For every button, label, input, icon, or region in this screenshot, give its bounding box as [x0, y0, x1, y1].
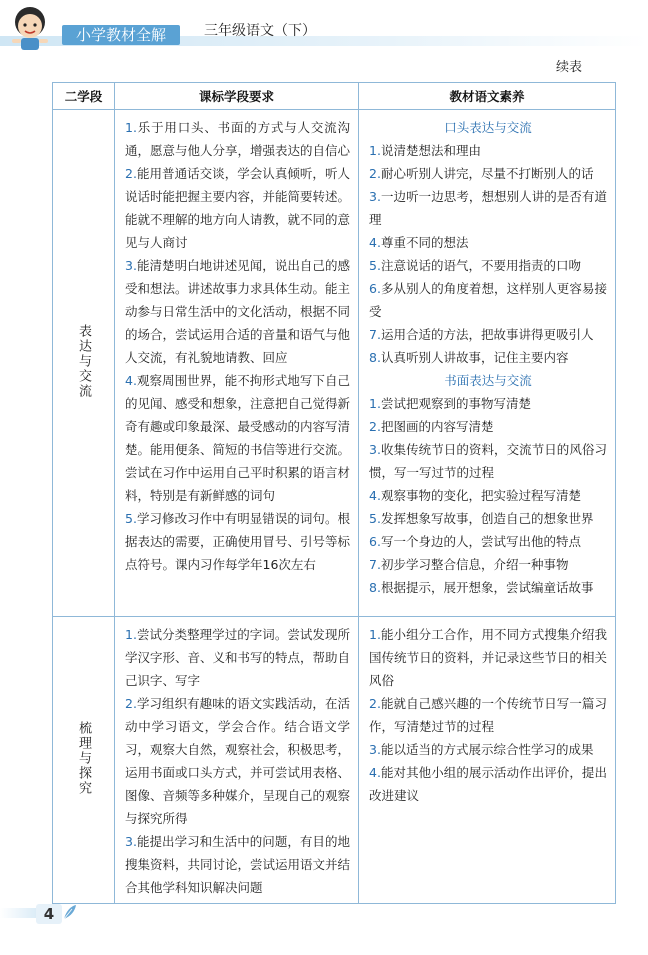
list-item: 7.初步学习整合信息，介绍一种事物 — [369, 557, 569, 572]
section-subtitle: 书面表达与交流 — [444, 373, 532, 388]
list-item: 3.能以适当的方式展示综合性学习的成果 — [369, 742, 594, 757]
stage-cell — [53, 617, 115, 904]
list-item: 6.写一个身边的人，尝试写出他的特点 — [369, 534, 581, 549]
list-item: 6.多从别人的角度着想，这样别人更容易接受 — [369, 281, 607, 319]
list-item: 2.耐心听别人讲完，尽量不打断别人的话 — [369, 166, 594, 181]
header-literacy: 教材语文素养 — [359, 83, 616, 110]
list-item: 2.能用普通话交谈，学会认真倾听，听人说话时能把握主要内容，并能简要转述。能就不理解的地方向人请教，就不同的意见与人商讨 — [125, 166, 351, 250]
list-item: 3.一边听一边思考，想想别人讲的是否有道理 — [369, 189, 607, 227]
continued-label: 续表 — [556, 60, 583, 75]
table-row — [53, 110, 616, 617]
list-item: 2.能就自己感兴趣的一个传统节日写一篇习作，写清楚过节的过程 — [369, 696, 607, 734]
header-requirements: 课标学段要求 — [115, 83, 359, 110]
requirements-cell — [115, 617, 359, 904]
list-item: 5.发挥想象写故事，创造自己的想象世界 — [369, 511, 594, 526]
list-item: 4.观察周围世界，能不拘形式地写下自己的见闻、感受和想象，注意把自己觉得新奇有趣或印象最深、最受感动的内容写清楚。能用便条、简短的书信等进行交流。尝试在习作中运用自己平时积累的语言材料，特别是有新鲜感的词句 — [125, 373, 351, 503]
list-item: 3.能清楚明白地讲述见闻，说出自己的感受和想法。讲述故事力求具体生动。能主动参与日常生活中的文化活动，根据不同的场合，尝试运用合适的音量和语气与他人交流，有礼貌地请教、回应 — [125, 258, 351, 365]
list-item: 1.尝试分类整理学过的字词。尝试发现所学汉字形、音、义和书写的特点，帮助自己识字、写字 — [125, 627, 351, 688]
list-item: 4.观察事物的变化，把实验过程写清楚 — [369, 488, 581, 503]
list-item: 8.根据提示，展开想象，尝试编童话故事 — [369, 580, 594, 595]
student-mascot-icon — [4, 2, 56, 54]
list-item: 2.把图画的内容写清楚 — [369, 419, 494, 434]
table-header-row — [53, 83, 616, 110]
table-row — [53, 617, 616, 904]
curriculum-table — [52, 82, 616, 904]
literacy-cell — [359, 110, 616, 617]
book-title: 三年级语文（下） — [204, 23, 316, 39]
page-number: 4 — [36, 904, 62, 924]
page-header — [0, 0, 648, 60]
list-item: 5.学习修改习作中有明显错误的词句。根据表达的需要，正确使用冒号、引号等标点符号。课内习作每学年16次左右 — [125, 511, 351, 572]
list-item: 3.能提出学习和生活中的问题，有目的地搜集资料，共同讨论，尝试运用语文并结合其他学科知识解决问题 — [125, 834, 351, 895]
list-item: 1.说清楚想法和理由 — [369, 143, 481, 158]
list-item: 4.能对其他小组的展示活动作出评价，提出改进建议 — [369, 765, 607, 803]
brand-label: 小学教材全解 — [62, 25, 180, 45]
footer-stripe — [0, 908, 40, 918]
stage-label: 表达与交流 — [76, 323, 91, 399]
list-item: 4.尊重不同的想法 — [369, 235, 469, 250]
header-stage: 二学段 — [53, 83, 115, 110]
stage-cell — [53, 110, 115, 617]
list-item: 8.认真听别人讲故事，记住主要内容 — [369, 350, 569, 365]
section-subtitle: 口头表达与交流 — [444, 120, 532, 135]
requirements-cell — [115, 110, 359, 617]
list-item: 2.学习组织有趣味的语文实践活动，在活动中学习语文，学会合作。结合语文学习，观察大自然，观察社会，积极思考，运用书面或口头方式，并可尝试用表格、图像、音频等多种媒介，呈现自己的观察与探究所得 — [125, 696, 351, 826]
leaf-icon — [62, 903, 78, 921]
list-item: 7.运用合适的方法，把故事讲得更吸引人 — [369, 327, 594, 342]
literacy-cell — [359, 617, 616, 904]
list-item: 5.注意说话的语气，不要用指责的口吻 — [369, 258, 581, 273]
list-item: 1.能小组分工合作，用不同方式搜集介绍我国传统节日的资料，并记录这些节日的相关风俗 — [369, 627, 607, 688]
list-item: 1.尝试把观察到的事物写清楚 — [369, 396, 531, 411]
stage-label: 梳理与探究 — [76, 720, 91, 796]
list-item: 1.乐于用口头、书面的方式与人交流沟通，愿意与他人分享，增强表达的自信心 — [125, 120, 351, 158]
list-item: 3.收集传统节日的资料，交流节日的风俗习惯，写一写过节的过程 — [369, 442, 607, 480]
